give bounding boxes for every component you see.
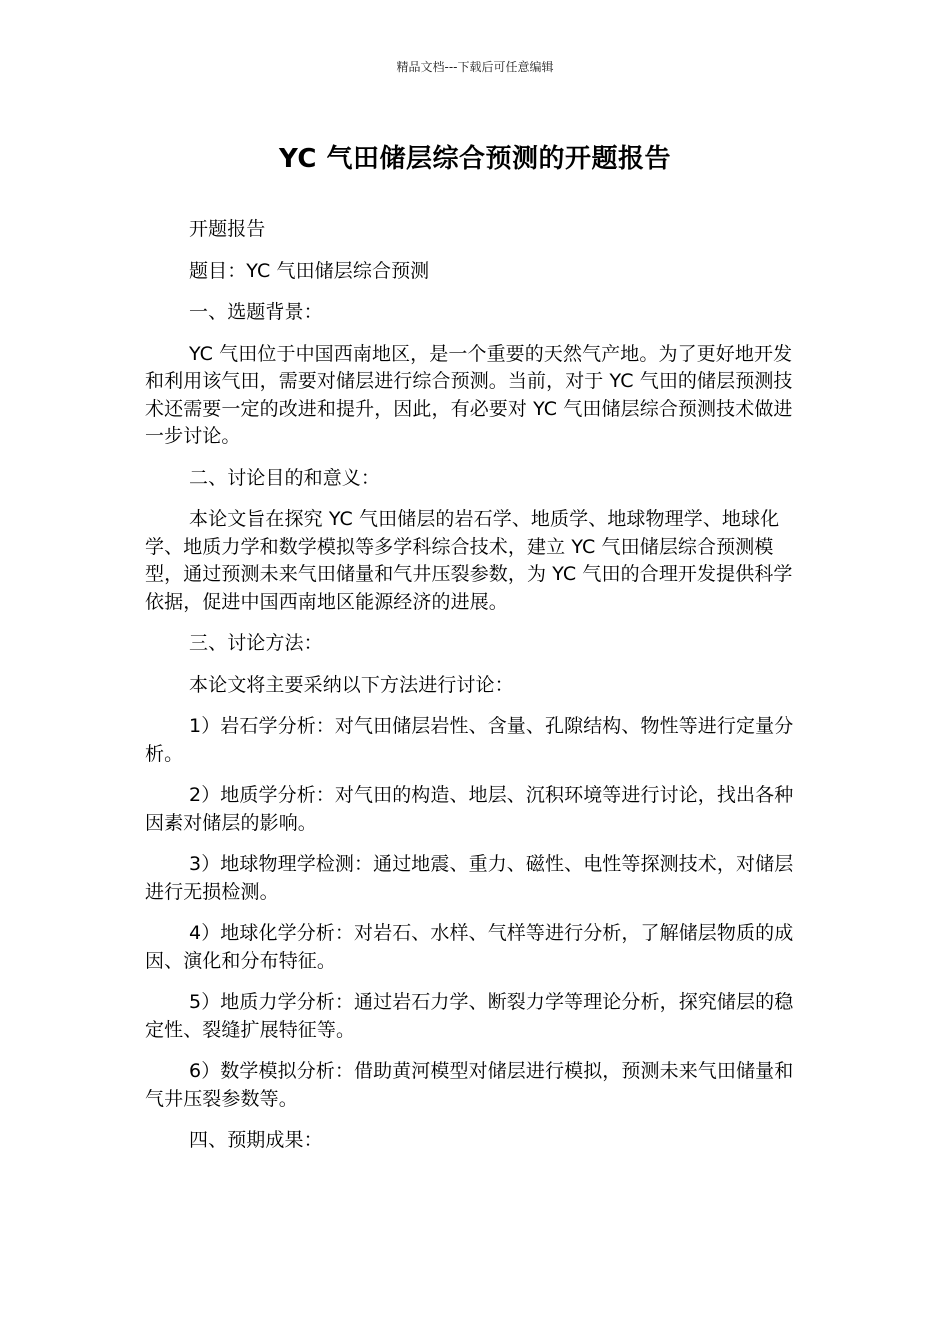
paragraph-background: YC 气田位于中国西南地区，是一个重要的天然气产地。为了更好地开发和利用该气田，需要对储层进行综合预测。当前，对于 YC 气田的储层预测技术还需要一定的改进和提升，因此，有必要对 YC 气田储层综合预测技术做进一步讨论。 [145, 342, 793, 447]
paragraph-purpose: 本论文旨在探究 YC 气田储层的岩石学、地质学、地球物理学、地球化学、地质力学和数学模拟等多学科综合技术，建立 YC 气田储层综合预测模型，通过预测未来气田储量和气井压裂参数，为 YC 气田的合理开发提供科学依据，促进中国西南地区能源经济的进展。 [145, 508, 793, 613]
method-item-1: 1）岩石学分析：对气田储层岩性、含量、孔隙结构、物性等进行定量分析。 [145, 715, 794, 765]
section-heading-background: 一、选题背景： [189, 301, 323, 323]
method-item-4: 4）地球化学分析：对岩石、水样、气样等进行分析，了解储层物质的成因、演化和分布特征。 [145, 922, 794, 972]
document-body [145, 216, 807, 1169]
section-heading-purpose: 二、讨论目的和意义： [189, 466, 381, 489]
section-heading-methods: 三、讨论方法： [189, 632, 323, 654]
method-item-5: 5）地质力学分析：通过岩石力学、断裂力学等理论分析，探究储层的稳定性、裂缝扩展特征等。 [145, 991, 794, 1041]
header-note: 精品文档---下载后可任意编辑 [396, 60, 554, 74]
paragraph-report-label: 开题报告 [189, 218, 266, 240]
method-item-3: 3）地球物理学检测：通过地震、重力、磁性、电性等探测技术，对储层进行无损检测。 [145, 853, 794, 903]
method-item-2: 2）地质学分析：对气田的构造、地层、沉积环境等进行讨论，找出各种因素对储层的影响。 [145, 784, 794, 834]
section-heading-outcomes: 四、预期成果： [189, 1129, 323, 1151]
paragraph-methods-intro: 本论文将主要采纳以下方法进行讨论： [189, 673, 514, 696]
method-item-6: 6）数学模拟分析：借助黄河模型对储层进行模拟，预测未来气田储量和气井压裂参数等。 [145, 1060, 794, 1110]
paragraph-topic: 题目：YC 气田储层综合预测 [189, 259, 430, 282]
document-title: YC 气田储层综合预测的开题报告 [278, 144, 672, 174]
